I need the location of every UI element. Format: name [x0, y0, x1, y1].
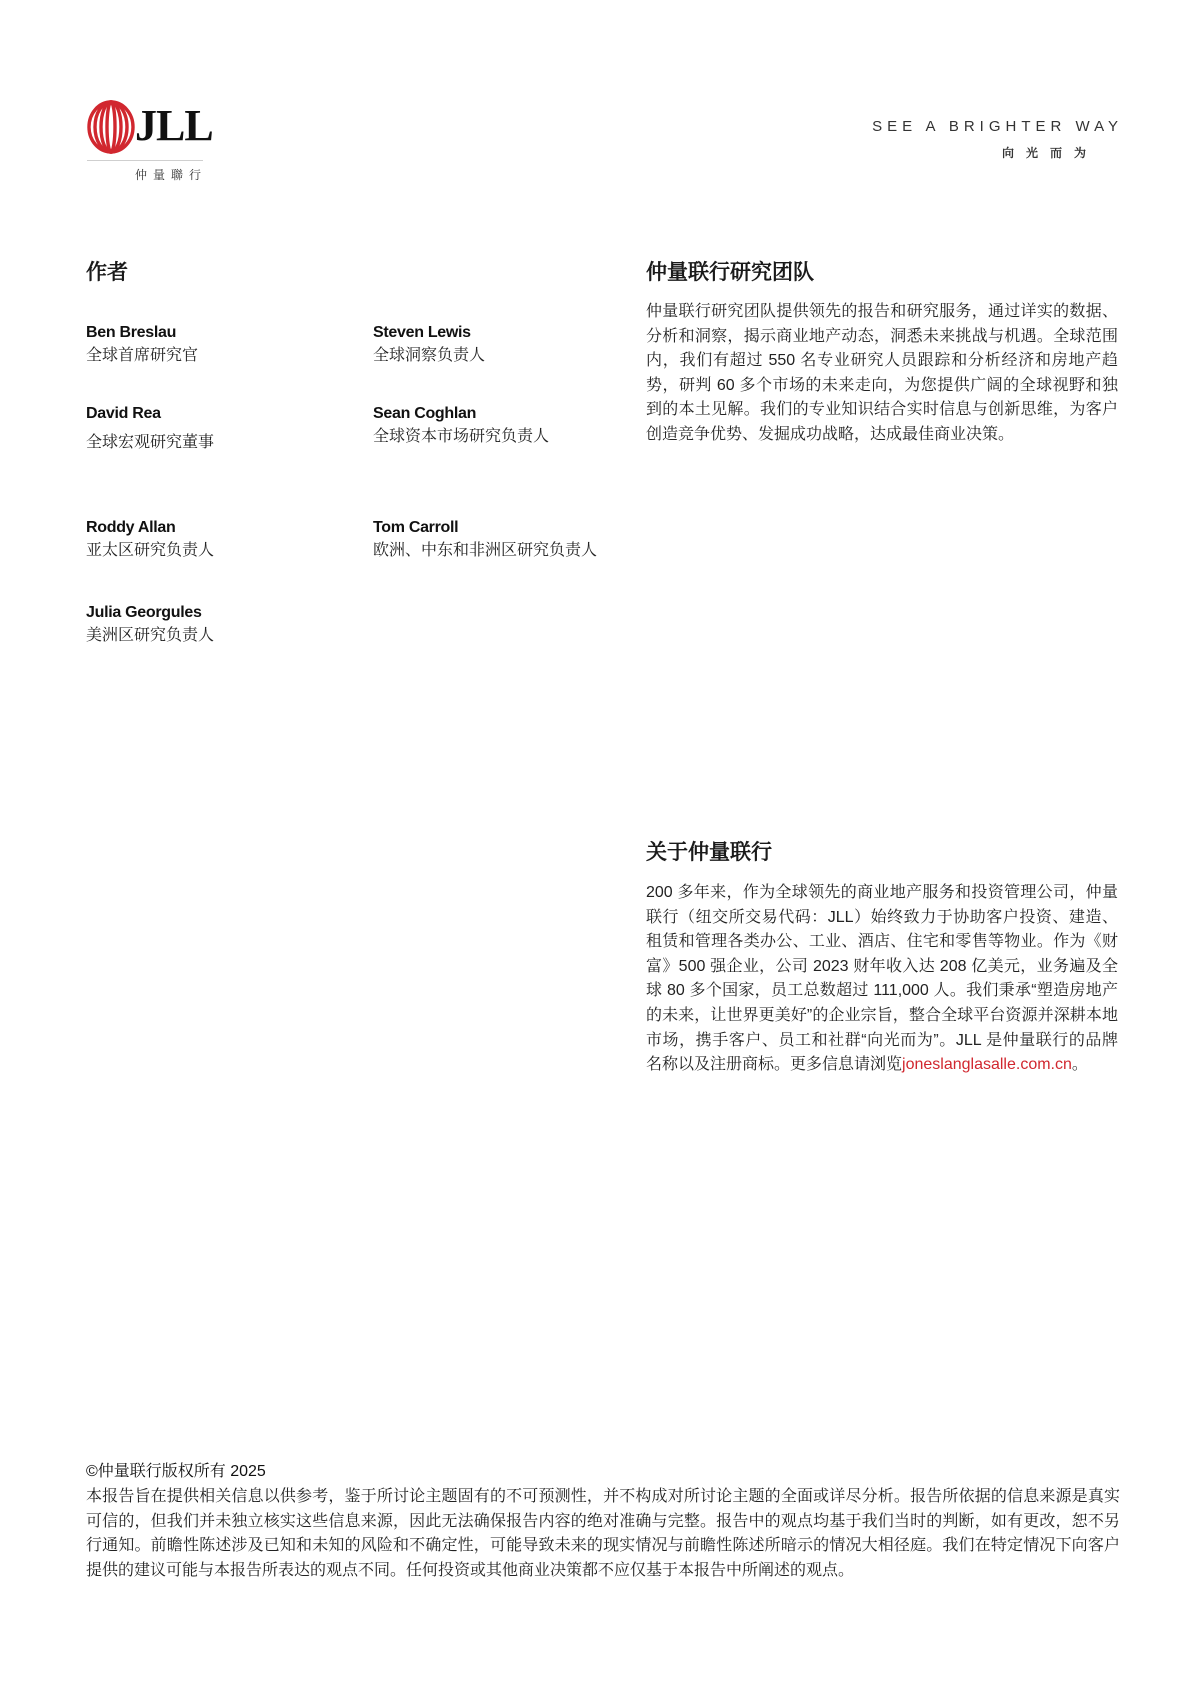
author-item: [86, 322, 198, 368]
logo-subtitle: 仲量聯行: [135, 168, 208, 182]
author-item: [86, 602, 214, 648]
author-name: Sean Coghlan: [373, 405, 477, 422]
about-end-punct: 。: [1071, 1056, 1088, 1074]
author-role: 欧洲、中东和非洲区研究负责人: [373, 542, 598, 559]
tagline-chinese: 向光而为: [1001, 146, 1098, 160]
author-item: [373, 517, 597, 563]
author-role: 全球首席研究官: [86, 347, 199, 364]
logo-divider: [87, 160, 203, 161]
jll-logo: [87, 100, 213, 184]
tagline-english: SEE A BRIGHTER WAY: [872, 118, 1123, 135]
website-link[interactable]: joneslanglasalle.com.cn: [902, 1056, 1072, 1074]
research-team-body: 仲量联行研究团队提供领先的报告和研究服务，通过详实的数据、分析和洞察，揭示商业地产动态，洞悉未来挑战与机遇。全球范围内，我们有超过 550 名专业研究人员跟踪和分析经济和房地产趋势，研判 60 多个市场的未来走向，为您提供广阔的全球视野和独到的本土见解。我们的专业知识结合实时信息与创新思维，为客户创造竞争优势、发掘成功战略，达成最佳商业决策。: [646, 303, 1118, 443]
tagline: [872, 118, 1123, 161]
author-name: Julia Georgules: [86, 604, 202, 621]
about-text: 200 多年来，作为全球领先的商业地产服务和投资管理公司，仲量联行（纽交所交易代码：JLL）始终致力于协助客户投资、建造、租赁和管理各类办公、工业、酒店、住宅和零售等物业。作为《财富》500 强企业，公司 2023 财年收入达 208 亿美元，业务遍及全球 80 多个国家，员工总数超过 111,000 人。我们秉承“塑造房地产的未来，让世界更美好”的企业宗旨，整合全球平台资源并深耕本地市场，携手客户、员工和社群“向光而为”。JLL 是仲量联行的品牌名称以及注册商标。更多信息请浏览: [646, 884, 1118, 1074]
author-role: 全球资本市场研究负责人: [373, 428, 550, 445]
disclaimer-text: 本报告旨在提供相关信息以供参考，鉴于所讨论主题固有的不可预测性，并不构成对所讨论主题的全面或详尽分析。报告所依据的信息来源是真实可信的，但我们并未独立核实这些信息来源，因此无法确保报告内容的绝对准确与完整。报告中的观点均基于我们当时的判断，如有更改，恕不另行通知。前瞻性陈述涉及已知和未知的风险和不确定性，可能导致未来的现实情况与前瞻性陈述所暗示的情况大相径庭。我们在特定情况下向客户提供的建议可能与本报告所表达的观点不同。任何投资或其他商业决策都不应仅基于本报告中所阐述的观点。: [86, 1488, 1120, 1579]
author-item: [373, 403, 549, 449]
research-team-title: 仲量联行研究团队: [646, 261, 814, 284]
about-body: [646, 881, 1118, 1078]
author-item: [86, 403, 214, 455]
authors-title: 作者: [86, 261, 128, 284]
author-role: 全球宏观研究董事: [86, 434, 215, 451]
author-role: 全球洞察负责人: [373, 347, 486, 364]
author-role: 亚太区研究负责人: [86, 542, 215, 559]
jll-logo-icon: [87, 100, 135, 154]
about-title: 关于仲量联行: [646, 841, 772, 864]
author-name: Tom Carroll: [373, 519, 459, 536]
author-name: David Rea: [86, 405, 161, 422]
copyright-notice: ©仲量联行版权所有 2025: [86, 1463, 266, 1480]
logo-wordmark: JLL: [135, 101, 213, 150]
author-name: Roddy Allan: [86, 519, 176, 536]
author-role: 美洲区研究负责人: [86, 627, 215, 644]
author-name: Ben Breslau: [86, 324, 177, 341]
author-name: Steven Lewis: [373, 324, 471, 341]
author-item: [86, 517, 214, 563]
author-item: [373, 322, 485, 368]
